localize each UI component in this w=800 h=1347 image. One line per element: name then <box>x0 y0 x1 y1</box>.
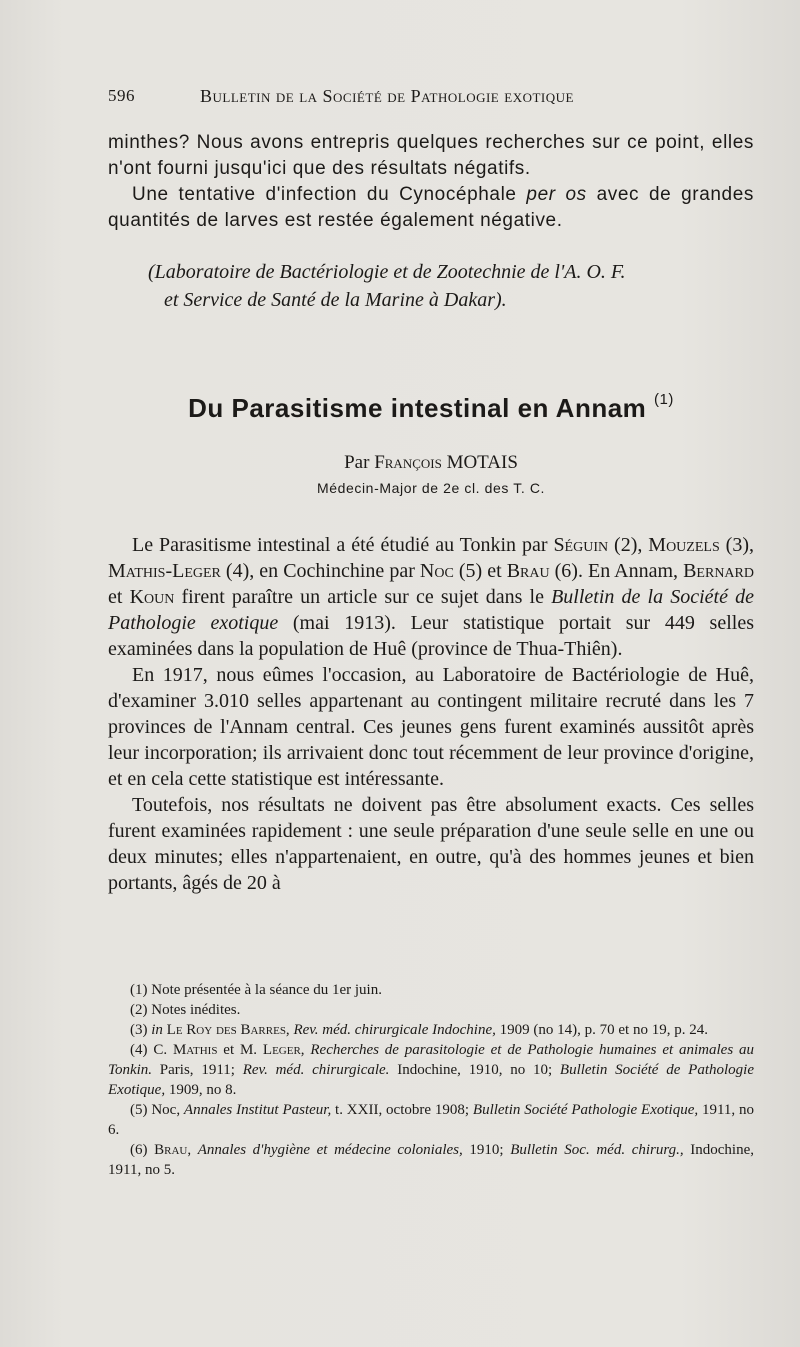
body-paragraph-3: Toutefois, nos résultats ne doivent pas être absolument exacts. Ces selles furent examinées rapidement : une seule préparation d'une seule selle en une ou deux minutes; elles n'appartenaient, en outre, qu'à des hommes jeunes et bien portants, âgés de 20 à <box>108 794 754 894</box>
opening-paragraph-2: Une tentative d'infection du Cynocéphale per os avec de grandes quantités de larves est restée également négative. <box>108 184 754 231</box>
footnote-1: (1) Note présentée à la séance du 1er juin. <box>130 982 382 998</box>
body-paragraph-2: En 1917, nous eûmes l'occasion, au Laboratoire de Bactériologie de Huê, d'examiner 3.010 selles appartenant au contingent militaire recruté dans les 7 provinces de l'Annam central. Ces jeunes gens furent examinés aussitôt après leur incorporation; ils arrivaient donc tout récemment de leur province d'origine, et en cela cette statistique est intéressante. <box>108 664 754 790</box>
footnotes <box>108 980 754 1180</box>
author-rank: Médecin-Major de 2e cl. des T. C. <box>316 480 546 496</box>
footnote-4: (4) C. Mathis et M. Leger, Recherches de parasitologie et de Pathologie humaines et animales au Tonkin. Paris, 1911; Rev. méd. chirurgicale. Indochine, 1910, no 10; Bulletin Société de Pathologie Exotique, 1909, no 8. <box>108 1042 754 1098</box>
laboratory-line-1: (Laboratoire de Bactériologie et de Zootechnie de l'A. O. F. <box>148 261 626 283</box>
opening-text <box>108 130 754 234</box>
laboratory-line-2: et Service de Santé de la Marine à Dakar). <box>164 289 507 311</box>
footnote-3: (3) in Le Roy des Barres, Rev. méd. chirurgicale Indochine, 1909 (no 14), p. 70 et no 19, p. 24. <box>130 1022 708 1038</box>
author-byline: Par François MOTAIS <box>344 452 518 473</box>
opening-paragraph-1: minthes? Nous avons entrepris quelques recherches sur ce point, elles n'ont fourni jusqu'ici que des résultats négatifs. <box>108 132 754 179</box>
footnote-6: (6) Brau, Annales d'hygiène et médecine coloniales, 1910; Bulletin Soc. méd. chirurg., Indochine, 1911, no 5. <box>108 1142 754 1178</box>
laboratory-attribution <box>108 258 754 314</box>
running-title: Bulletin de la Société de Pathologie exotique <box>200 86 574 106</box>
article-title: Du Parasitisme intestinal en Annam $^{(1)}$ <box>188 391 674 423</box>
title-footnote-ref: (1) <box>654 391 674 408</box>
footnote-5: (5) Noc, Annales Institut Pasteur, t. XXII, octobre 1908; Bulletin Société Pathologie Exotique, 1911, no 6. <box>108 1102 755 1138</box>
page-number: 596 <box>108 86 135 105</box>
author-name: François MOTAIS <box>374 452 518 473</box>
article-body <box>108 532 754 896</box>
body-paragraph-1: Le Parasitisme intestinal a été étudié au Tonkin par Séguin (2), Mouzels (3), Mathis-Leger (4), en Cochinchine par Noc (5) et Brau (6). En Annam, Bernard et Koun firent paraître un article sur ce sujet dans le Bulletin de la Société de Pathologie exotique (mai 1913). Leur statistique portait sur 449 selles examinées dans la population de Huê (province de Thua-Thiên). <box>108 534 755 660</box>
footnote-2: (2) Notes inédites. <box>130 1002 241 1018</box>
